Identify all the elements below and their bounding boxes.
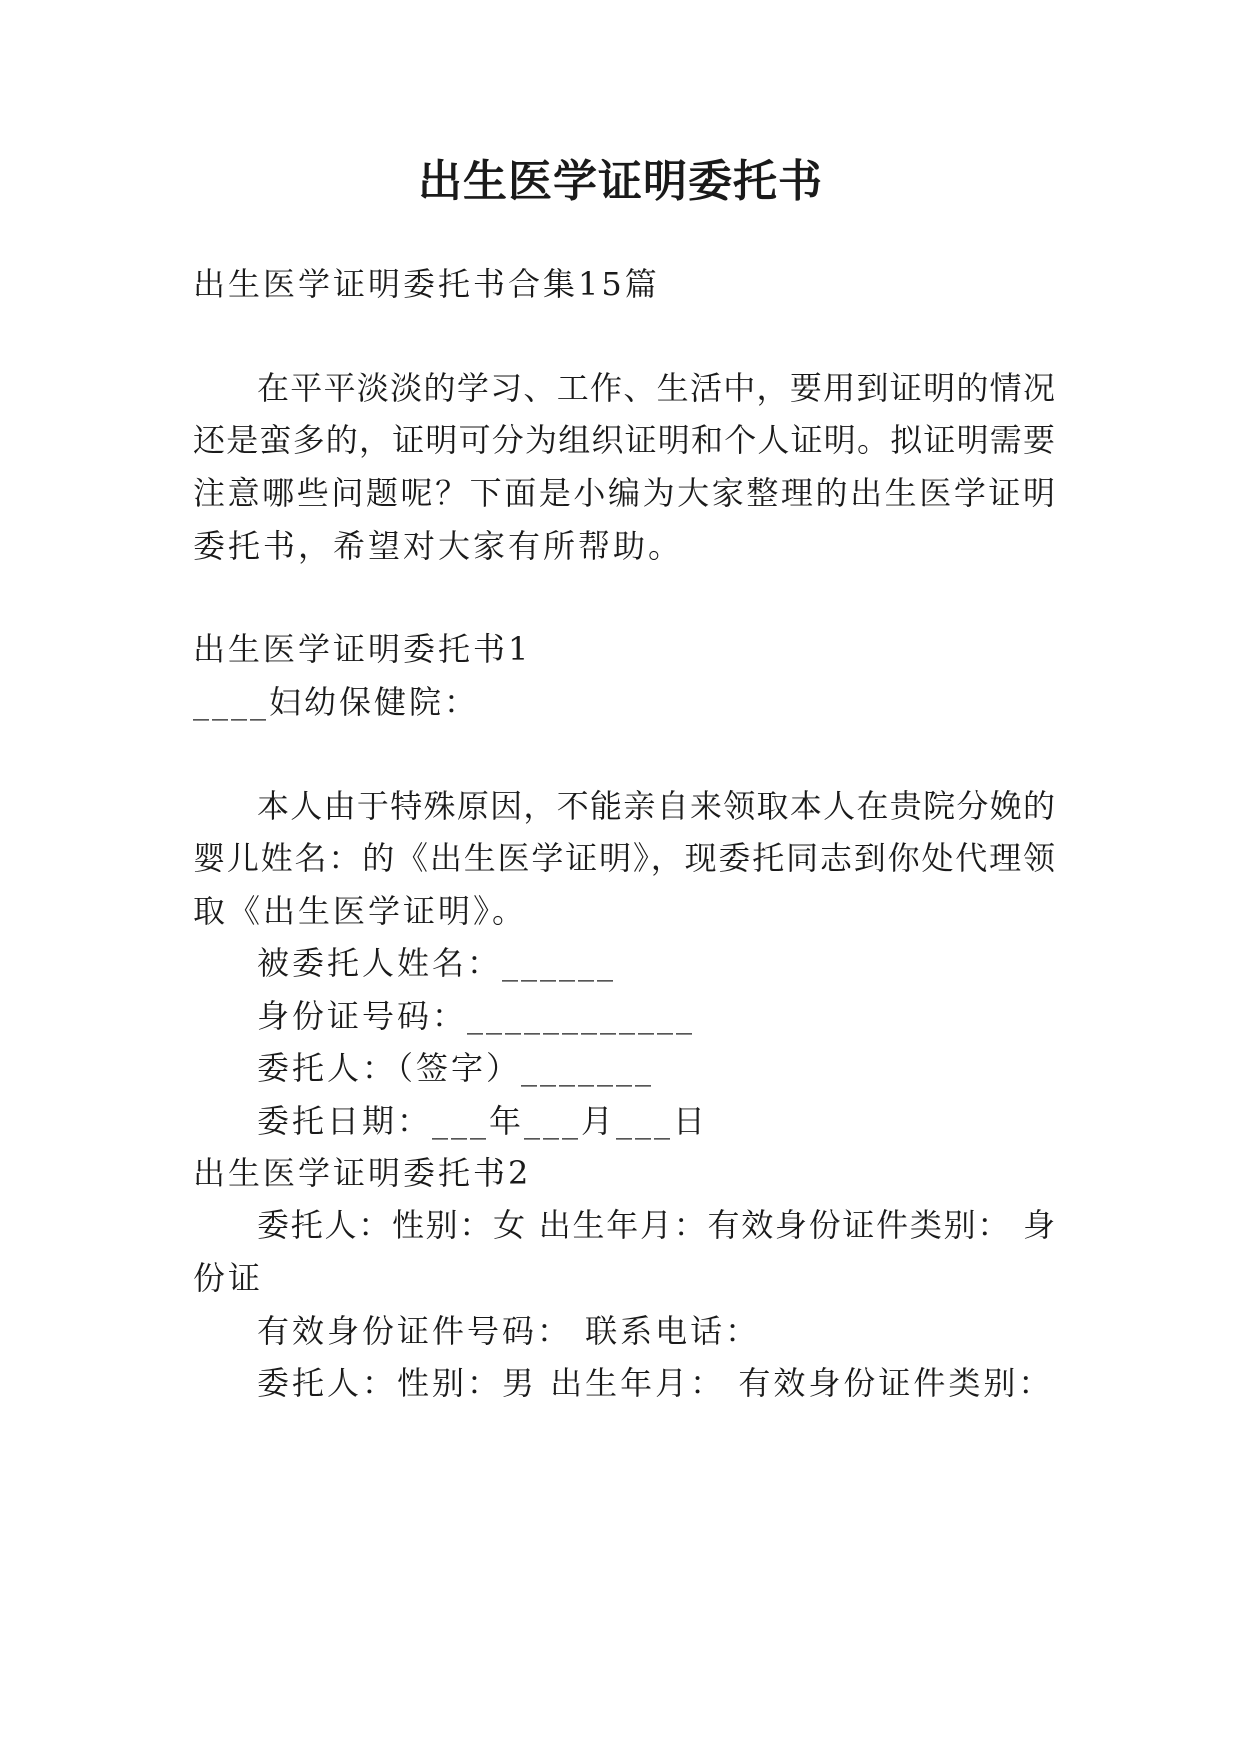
section1-body-line-2: 婴儿姓名：的《出生医学证明》，现委托同志到你处代理领	[193, 839, 1055, 877]
section1-heading: 出生医学证明委托书1	[193, 630, 532, 668]
intro-line-1: 在平平淡淡的学习、工作、生活中，要用到证明的情况	[257, 369, 1055, 407]
section1-field-date: 委托日期：___年___月___日	[257, 1102, 709, 1140]
section2-line-1: 委托人：性别：女 出生年月：有效身份证件类别： 身	[257, 1206, 1055, 1244]
section1-addressee: ____妇幼保健院：	[193, 683, 480, 721]
section2-line-3: 委托人：性别：男 出生年月： 有效身份证件类别：	[257, 1364, 1054, 1402]
document-title: 出生医学证明委托书	[418, 156, 823, 207]
intro-line-2: 还是蛮多的，证明可分为组织证明和个人证明。拟证明需要	[193, 421, 1055, 459]
section1-body-line-3: 取《出生医学证明》。	[193, 892, 528, 930]
section2-line-2: 有效身份证件号码： 联系电话：	[257, 1312, 761, 1350]
section1-field-signature: 委托人：（签字）_______	[257, 1049, 655, 1087]
section2-line-1-cont: 份证	[193, 1259, 264, 1297]
section1-field-id-number: 身份证号码：____________	[257, 997, 696, 1035]
document-subtitle: 出生医学证明委托书合集15篇	[193, 265, 660, 303]
section1-field-trustee-name: 被委托人姓名：______	[257, 944, 617, 982]
intro-line-4: 委托书，希望对大家有所帮助。	[193, 527, 684, 565]
section2-heading: 出生医学证明委托书2	[193, 1154, 532, 1192]
intro-line-3: 注意哪些问题呢？下面是小编为大家整理的出生医学证明	[193, 474, 1055, 512]
section1-body-line-1: 本人由于特殊原因，不能亲自来领取本人在贵院分娩的	[257, 787, 1055, 825]
